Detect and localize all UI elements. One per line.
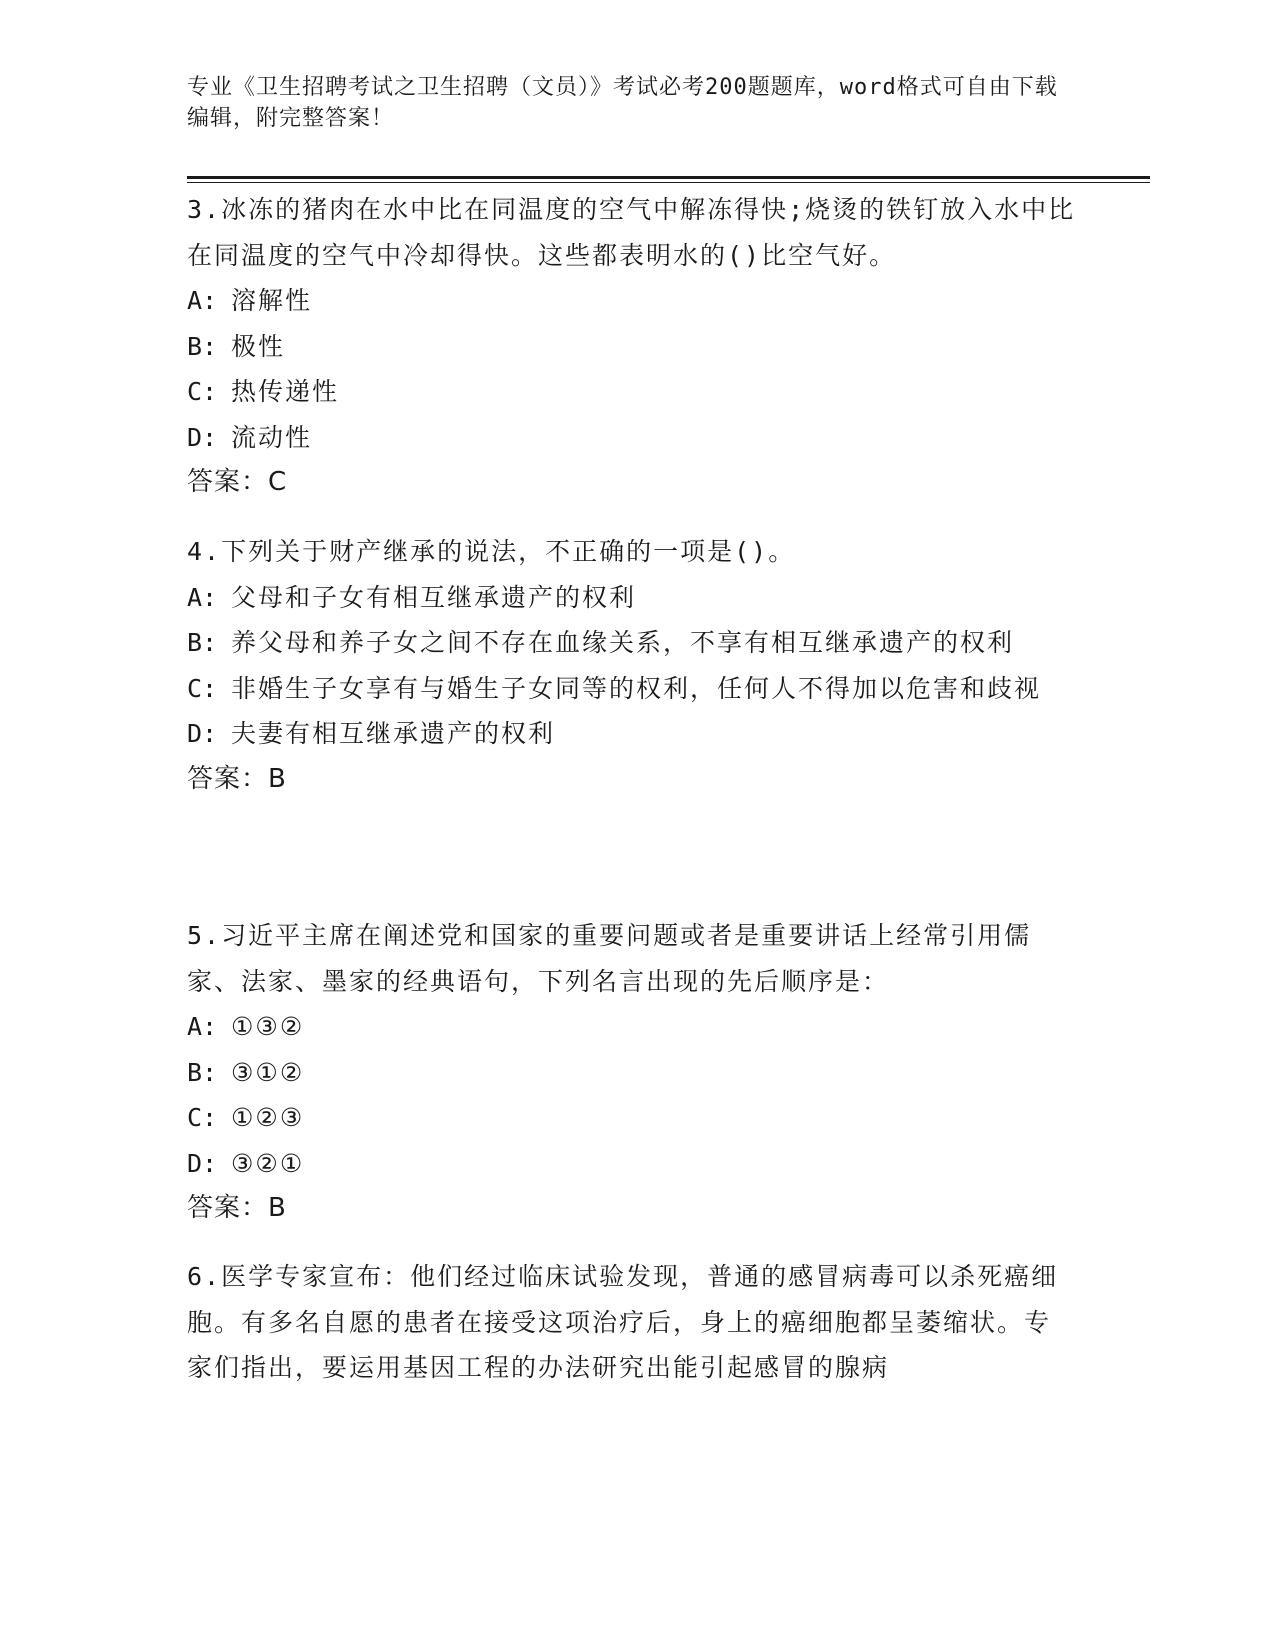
option-letter: C: bbox=[187, 377, 218, 406]
option-a bbox=[187, 278, 1077, 324]
question-stem: 6.医学专家宣布：他们经过临床试验发现，普通的感冒病毒可以杀死癌细胞。有多名自愿的患者在接受这项治疗后，身上的癌细胞都呈萎缩状。专家们指出，要运用基因工程的办法研究出能引起感冒的腺病 bbox=[187, 1262, 1059, 1382]
question-3 bbox=[187, 187, 1077, 506]
option-letter: A: bbox=[187, 1012, 218, 1041]
option-text: ①③② bbox=[231, 1012, 305, 1041]
question-stem: 3.冰冻的猪肉在水中比在同温度的空气中解冻得快;烧烫的铁钉放入水中比在同温度的空气中冷却得快。这些都表明水的()比空气好。 bbox=[187, 195, 1076, 270]
option-text: 养父母和养子女之间不存在血缘关系，不享有相互继承遗产的权利 bbox=[231, 628, 1015, 657]
answer-line: 答案：B bbox=[187, 763, 287, 794]
option-text: 溶解性 bbox=[231, 286, 313, 315]
option-letter: D: bbox=[187, 719, 218, 748]
option-d bbox=[187, 711, 1077, 757]
option-text: 夫妻有相互继承遗产的权利 bbox=[231, 719, 556, 748]
option-c bbox=[187, 666, 1077, 712]
option-letter: B: bbox=[187, 331, 218, 361]
option-text: ③②① bbox=[231, 1148, 305, 1178]
option-letter: A: bbox=[187, 286, 218, 315]
option-c bbox=[187, 369, 1077, 415]
option-letter: D: bbox=[187, 422, 218, 452]
option-a bbox=[187, 575, 1077, 621]
option-letter: D: bbox=[187, 1148, 218, 1178]
header-rule-thick bbox=[187, 176, 1150, 179]
option-text: 父母和子女有相互继承遗产的权利 bbox=[231, 582, 637, 612]
option-d bbox=[187, 415, 1077, 461]
option-letter: C: bbox=[187, 673, 218, 703]
option-letter: B: bbox=[187, 628, 218, 657]
option-text: ①②③ bbox=[231, 1103, 305, 1132]
option-letter: A: bbox=[187, 582, 218, 612]
option-d bbox=[187, 1141, 1077, 1187]
option-letter: C: bbox=[187, 1103, 218, 1132]
question-5 bbox=[187, 913, 1077, 1232]
option-text: 非婚生子女享有与婚生子女同等的权利，任何人不得加以危害和歧视 bbox=[231, 673, 1042, 703]
option-text: ③①② bbox=[231, 1057, 305, 1087]
option-text: 极性 bbox=[231, 331, 286, 361]
option-b bbox=[187, 1050, 1077, 1096]
question-6 bbox=[187, 1254, 1077, 1391]
question-stem: 4.下列关于财产继承的说法，不正确的一项是()。 bbox=[187, 537, 796, 566]
option-letter: B: bbox=[187, 1057, 218, 1087]
option-b bbox=[187, 324, 1077, 370]
document-header: 专业《卫生招聘考试之卫生招聘（文员）》考试必考200题题库，word格式可自由下载编辑，附完整答案！ bbox=[187, 75, 1058, 131]
option-text: 热传递性 bbox=[231, 377, 340, 406]
answer-line: 答案：C bbox=[187, 467, 288, 497]
answer-line: 答案：B bbox=[187, 1193, 287, 1223]
option-b bbox=[187, 620, 1077, 666]
question-stem: 5.习近平主席在阐述党和国家的重要问题或者是重要讲话上经常引用儒家、法家、墨家的经典语句，下列名言出现的先后顺序是： bbox=[187, 921, 1032, 996]
option-text: 流动性 bbox=[231, 422, 313, 452]
option-a bbox=[187, 1004, 1077, 1050]
option-c bbox=[187, 1095, 1077, 1141]
header-rule-thin bbox=[187, 182, 1150, 183]
question-4 bbox=[187, 529, 1077, 802]
